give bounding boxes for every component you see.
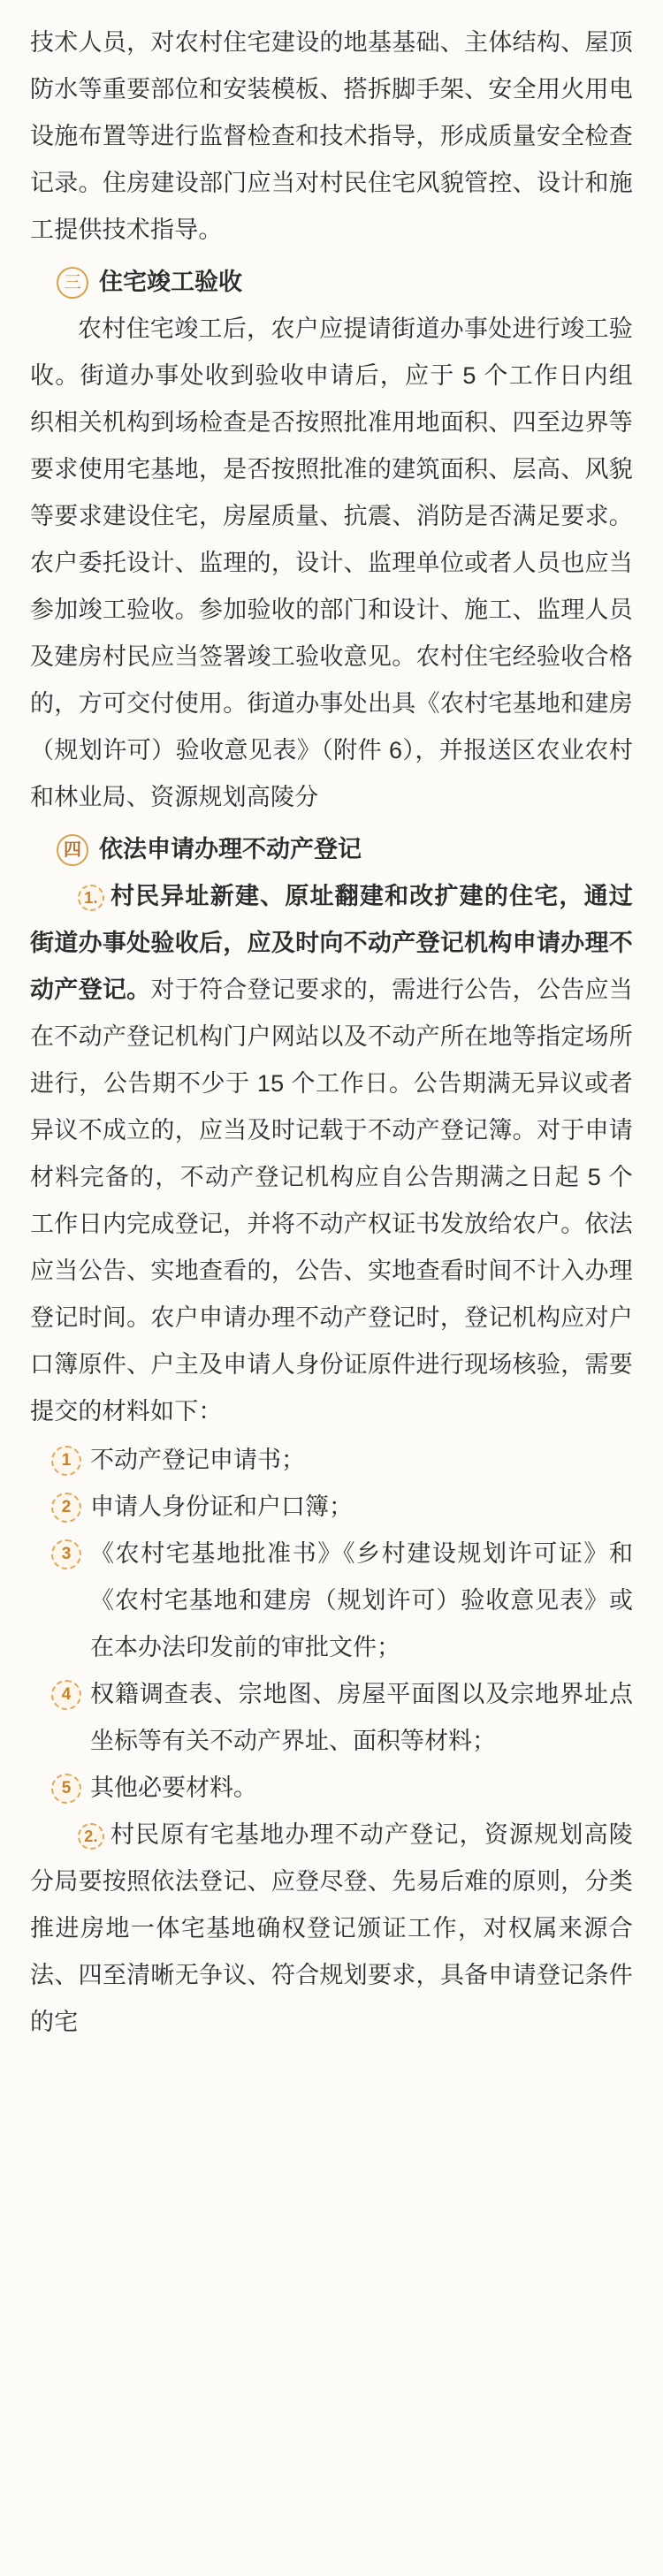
- list-number-badge: 3: [51, 1539, 81, 1569]
- numbered-marker-2: 2.: [78, 1823, 104, 1850]
- list-number-badge: 1: [51, 1446, 81, 1476]
- paragraph-technical-staff: 技术人员，对农村住宅建设的地基基础、主体结构、屋顶防水等重要部位和安装模板、搭拆脚手架、安全用火用电设施布置等进行监督检查和技术指导，形成质量安全检查记录。住房建设部门应当对村民住宅风貌管控、设计和施工提供技术指导。: [30, 29, 633, 243]
- numbered-paragraph-1-lead: 村民异址新建、原址翻建和改扩建的住宅，通过街道办事处验收后，应及时向不动产登记机构申请办理不动产登记。: [30, 883, 633, 1003]
- list-item-text: 不动产登记申请书；: [90, 1447, 305, 1473]
- numbered-paragraph-2-rest: 村民原有宅基地办理不动产登记，资源规划高陵分局要按照依法登记、应登尽登、先易后难的原则，分类推进房地一体宅基地确权登记颁证工作，对权属来源合法、四至清晰无争议、符合规划要求，具备申请登记条件的宅: [30, 1821, 633, 2035]
- section-title-three: 住宅竣工验收: [99, 269, 242, 295]
- list-item-text: 其他必要材料。: [90, 1774, 257, 1801]
- numbered-paragraph-2: [30, 1812, 633, 2046]
- list-item: [30, 1437, 633, 1484]
- list-item: [30, 1671, 633, 1765]
- list-item-text: 申请人身份证和户口簿；: [90, 1493, 353, 1520]
- section-title-four: 依法申请办理不动产登记: [99, 836, 362, 862]
- list-number-badge: 5: [51, 1774, 81, 1804]
- list-item-text: 《农村宅基地批准书》《乡村建设规划许可证》和《农村宅基地和建房（规划许可）验收意见表》或在本办法印发前的审批文件；: [90, 1540, 633, 1660]
- numbered-paragraph-1: [30, 873, 633, 1435]
- list-number-badge: 4: [51, 1680, 81, 1710]
- list-item: [30, 1765, 633, 1812]
- material-list: [30, 1437, 633, 1812]
- section-number-icon: 四: [57, 834, 88, 866]
- list-item: [30, 1484, 633, 1531]
- section-number-icon: 三: [57, 267, 88, 299]
- list-item: [30, 1531, 633, 1671]
- paragraph-completion-acceptance: 农村住宅竣工后，农户应提请街道办事处进行竣工验收。街道办事处收到验收申请后，应于 5 个工作日内组织相关机构到场检查是否按照批准用地面积、四至边界等要求使用宅基地，是否按照批准的建筑面积、层高、风貌等要求建设住宅，房屋质量、抗震、消防是否满足要求。农户委托设计、监理的，设计、监理单位或者人员也应当参加竣工验收。参加验收的部门和设计、施工、监理人员及建房村民应当签署竣工验收意见。农村住宅经验收合格的，方可交付使用。街道办事处出具《农村宅基地和建房（规划许可）验收意见表》（附件 6），并报送区农业农村和林业局、资源规划高陵分: [30, 315, 633, 810]
- section-heading-three: [30, 259, 633, 306]
- list-number-badge: 2: [51, 1493, 81, 1523]
- list-item-text: 权籍调查表、宗地图、房屋平面图以及宗地界址点坐标等有关不动产界址、面积等材料；: [90, 1681, 633, 1754]
- section-heading-four: [30, 826, 633, 873]
- numbered-paragraph-1-rest: 对于符合登记要求的，需进行公告，公告应当在不动产登记机构门户网站以及不动产所在地等指定场所进行，公告期不少于 15 个工作日。公告期满无异议或者异议不成立的，应当及时记载于不动产登记簿。对于申请材料完备的，不动产登记机构应自公告期满之日起 5 个工作日内完成登记，并将不动产权证书发放给农户。依法应当公告、实地查看的，公告、实地查看时间不计入办理登记时间。农户申请办理不动产登记时，登记机构应对户口簿原件、户主及申请人身份证原件进行现场核验，需要提交的材料如下：: [30, 976, 634, 1425]
- numbered-marker-1: 1.: [78, 885, 104, 911]
